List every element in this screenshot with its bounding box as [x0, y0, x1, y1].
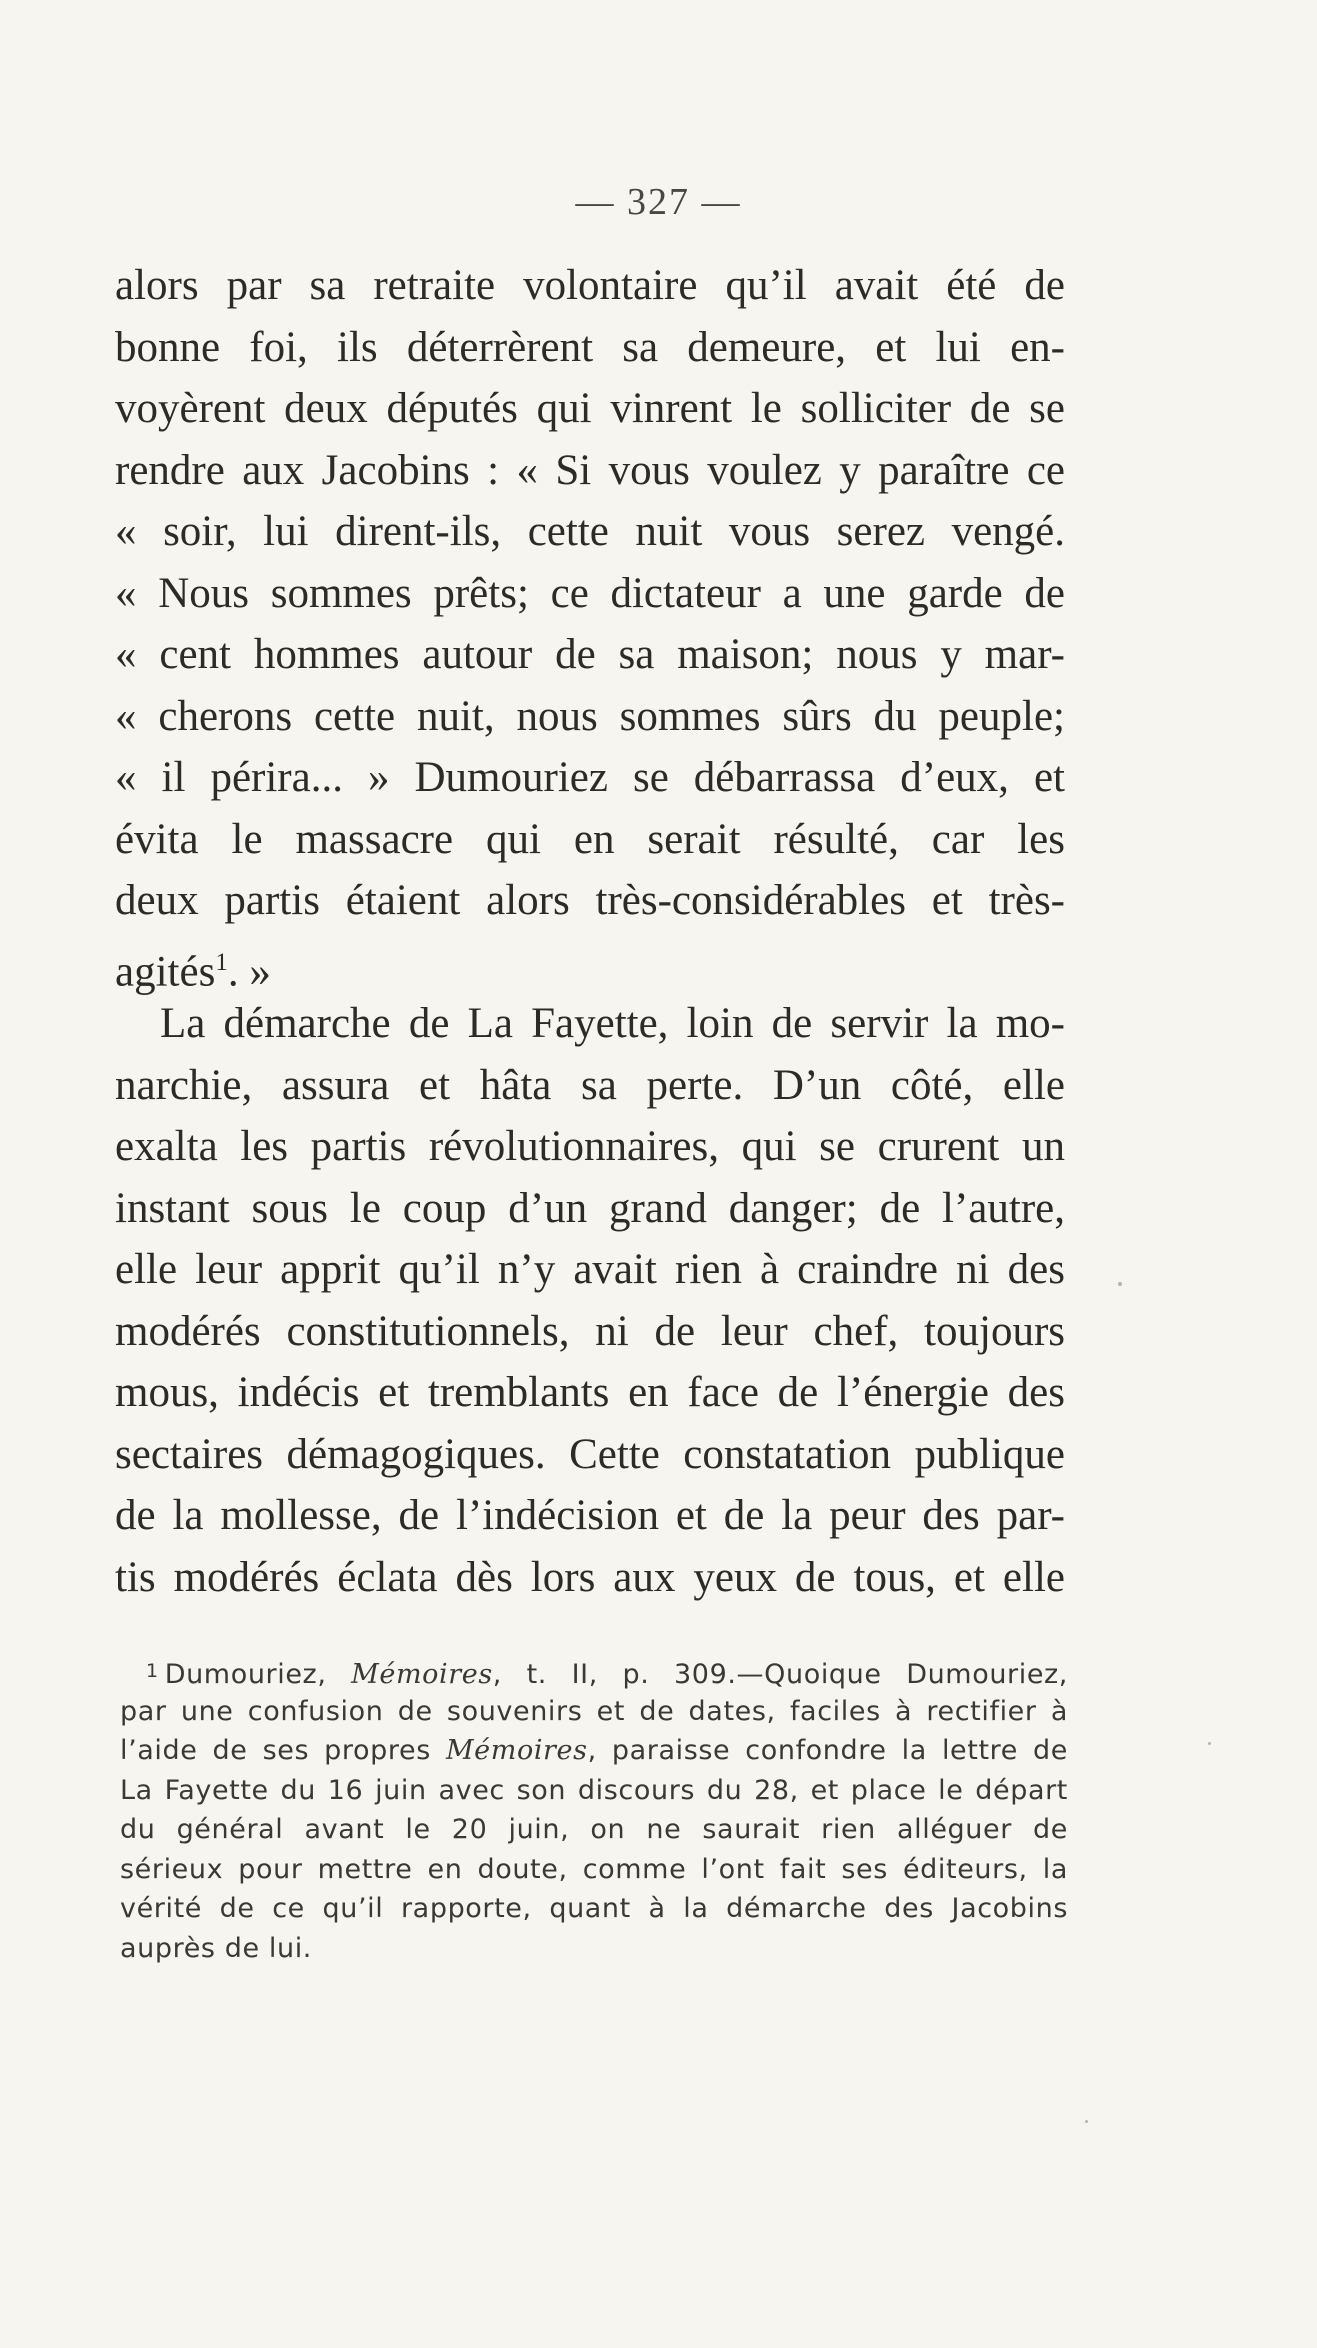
text-line: La démarche de La Fayette, loin de servir la mo- — [160, 1000, 1065, 1047]
paper-speck — [1118, 1282, 1122, 1286]
text-fragment: . » — [227, 947, 271, 995]
text-line: « soir, lui dirent-ils, cette nuit vous serez vengé. — [115, 508, 1065, 555]
italic-title: Mémoires — [445, 1735, 588, 1766]
text-line: rendre aux Jacobins : « Si vous voulez y paraître ce — [115, 446, 1065, 494]
italic-title: Mémoires — [351, 1659, 493, 1690]
footnote-line: La Fayette du 16 juin avec son discours du 28, et place le départ — [120, 1774, 1068, 1806]
footnote-reference: 1 — [215, 948, 228, 976]
footnote-line — [120, 1731, 1068, 1771]
text-fragment: l’aide de ses propres — [120, 1735, 446, 1766]
text-fragment: Dumouriez, — [164, 1659, 352, 1690]
footnote-line: par une confusion de souvenirs et de dates, faciles à rectifier à — [120, 1695, 1068, 1727]
text-line: sectaires démagogiques. Cette constatation publique — [115, 1430, 1065, 1478]
paper-speck — [1085, 2120, 1088, 2123]
text-fragment: agités — [115, 947, 216, 995]
text-line: bonne foi, ils déterrèrent sa demeure, et lui en- — [115, 323, 1065, 371]
text-line: alors par sa retraite volontaire qu’il avait été de — [115, 262, 1065, 309]
text-line: modérés constitutionnels, ni de leur chef, toujours — [115, 1307, 1065, 1355]
text-line: évita le massacre qui en serait résulté, car les — [115, 815, 1065, 863]
text-line: narchie, assura et hâta sa perte. D’un côté, elle — [115, 1061, 1065, 1109]
paper-speck — [1208, 1742, 1211, 1745]
footnote-line: vérité de ce qu’il rapporte, quant à la démarche des Jacobins — [120, 1893, 1068, 1924]
footnote-line: sérieux pour mettre en doute, comme l’ont fait ses éditeurs, la — [120, 1853, 1068, 1885]
text-line — [115, 932, 1065, 994]
text-line: tis modérés éclata dès lors aux yeux de tous, et elle — [115, 1553, 1065, 1601]
footnote-line: auprès de lui. — [120, 1932, 312, 1964]
text-line: deux partis étaient alors très-considérables et très- — [115, 877, 1065, 924]
footnote-line: du général avant le 20 juin, on ne saurait rien alléguer de — [120, 1814, 1068, 1845]
text-line: elle leur apprit qu’il n’y avait rien à craindre ni des — [115, 1246, 1065, 1293]
text-line: « cherons cette nuit, nous sommes sûrs du peuple; — [115, 692, 1065, 740]
text-line: exalta les partis révolutionnaires, qui se crurent un — [115, 1123, 1065, 1170]
footnote-mark: 1 — [146, 1660, 159, 1682]
text-fragment: , t. II, p. 309.—Quoique Dumouriez, — [492, 1659, 1068, 1690]
text-line: « Nous sommes prêts; ce dictateur a une garde de — [115, 569, 1065, 617]
text-fragment: , paraisse confondre la lettre de — [587, 1735, 1068, 1766]
text-line: de la mollesse, de l’indécision et de la peur des par- — [115, 1492, 1065, 1539]
text-line: « cent hommes autour de sa maison; nous y mar- — [115, 631, 1065, 678]
text-line: instant sous le coup d’un grand danger; de l’autre, — [115, 1184, 1065, 1232]
text-line: voyèrent deux députés qui vinrent le solliciter de se — [115, 385, 1065, 432]
text-line: mous, indécis et tremblants en face de l’énergie des — [115, 1369, 1065, 1416]
main-text — [115, 255, 1065, 1608]
text-line: « il périra... » Dumouriez se débarrassa d’eux, et — [115, 754, 1065, 801]
footnote — [120, 1652, 1068, 1968]
footnote-line — [120, 1652, 1068, 1692]
page-number: — 327 — — [575, 181, 742, 223]
